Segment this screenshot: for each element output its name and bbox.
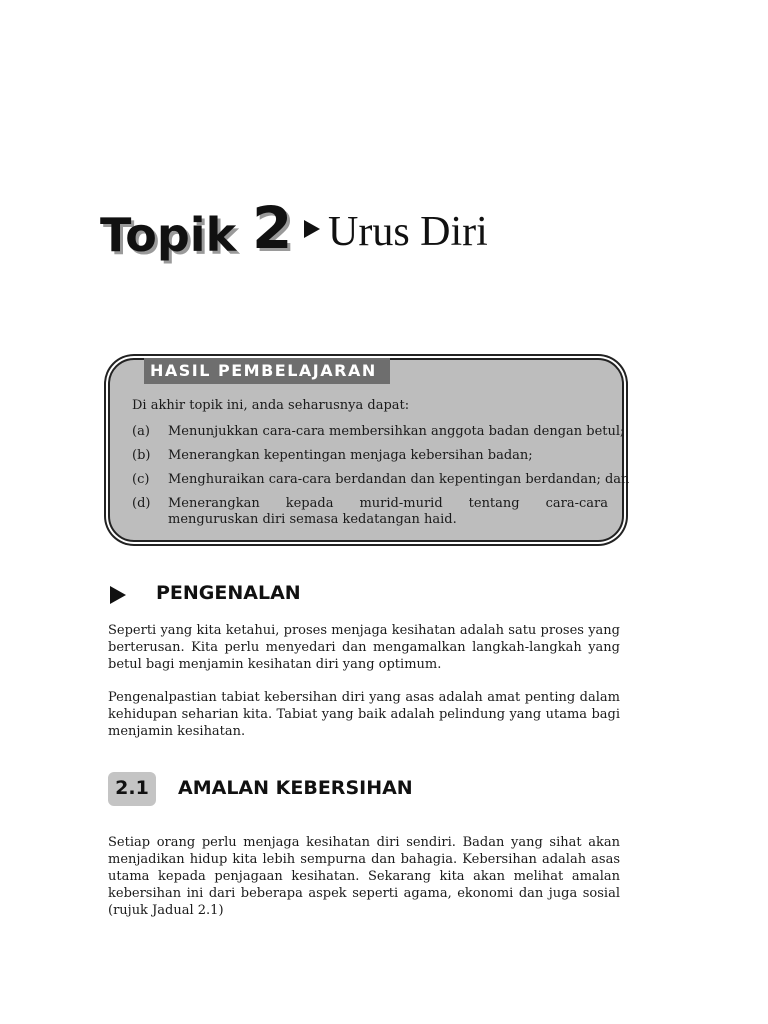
learning-outcomes-intro: Di akhir topik ini, anda seharusnya dapat: [132,398,410,413]
intro-section-header [108,582,628,608]
section-title: AMALAN KEBERSIHAN [178,777,413,799]
intro-section-heading: PENGENALAN [156,582,301,604]
topic-name: Urus Diri [328,209,488,255]
outcome-letter: (c) [132,472,150,487]
outcome-letter: (d) [132,496,151,511]
topic-number: 2 [252,194,293,262]
learning-outcomes-heading: HASIL PEMBELAJARAN [150,361,377,380]
intro-paragraph: Pengenalpastian tabiat kebersihan diri yang asas adalah amat penting dalam kehidupan seharian kita. Tabiat yang baik adalah pelindung yang utama bagi menjamin kesihatan. [108,690,620,739]
triangle-arrow-icon [110,586,126,604]
triangle-arrow-icon [304,220,320,238]
intro-paragraph: Seperti yang kita ketahui, proses menjaga kesihatan adalah satu proses yang berterusan. Kita perlu menyedari dan mengamalkan langkah-langkah yang betul bagi menjamin kesihatan diri yang optimum. [108,623,620,672]
outcome-text: Menunjukkan cara-cara membersihkan anggota badan dengan betul; [168,424,625,439]
section-paragraph: Setiap orang perlu menjaga kesihatan diri sendiri. Badan yang sihat akan menjadikan hidup kita lebih sempurna dan bahagia. Kebersihan adalah asas utama kepada penjagaan kesihatan. Sekarang kita akan melihat amalan kebersihan ini dari beberapa aspek seperti agama, ekonomi dan juga sosial (rujuk Jadual 2.1) [108,835,620,918]
outcome-text: Menerangkan kepada murid-murid tentang cara-cara menguruskan diri semasa kedatangan haid. [168,496,608,527]
outcome-text: Menerangkan kepentingan menjaga kebersihan badan; [168,448,533,463]
outcome-letter: (b) [132,448,151,463]
section-number-badge [108,772,156,806]
learning-outcomes-heading-tab [144,358,390,384]
outcome-text: Menghuraikan cara-cara berdandan dan kepentingan berdandan; dan [168,472,630,487]
learning-outcomes-box [108,358,630,542]
topic-label: Topik [100,208,237,262]
section-number: 2.1 [115,777,149,799]
outcome-letter: (a) [132,424,150,439]
topic-title [100,196,660,276]
